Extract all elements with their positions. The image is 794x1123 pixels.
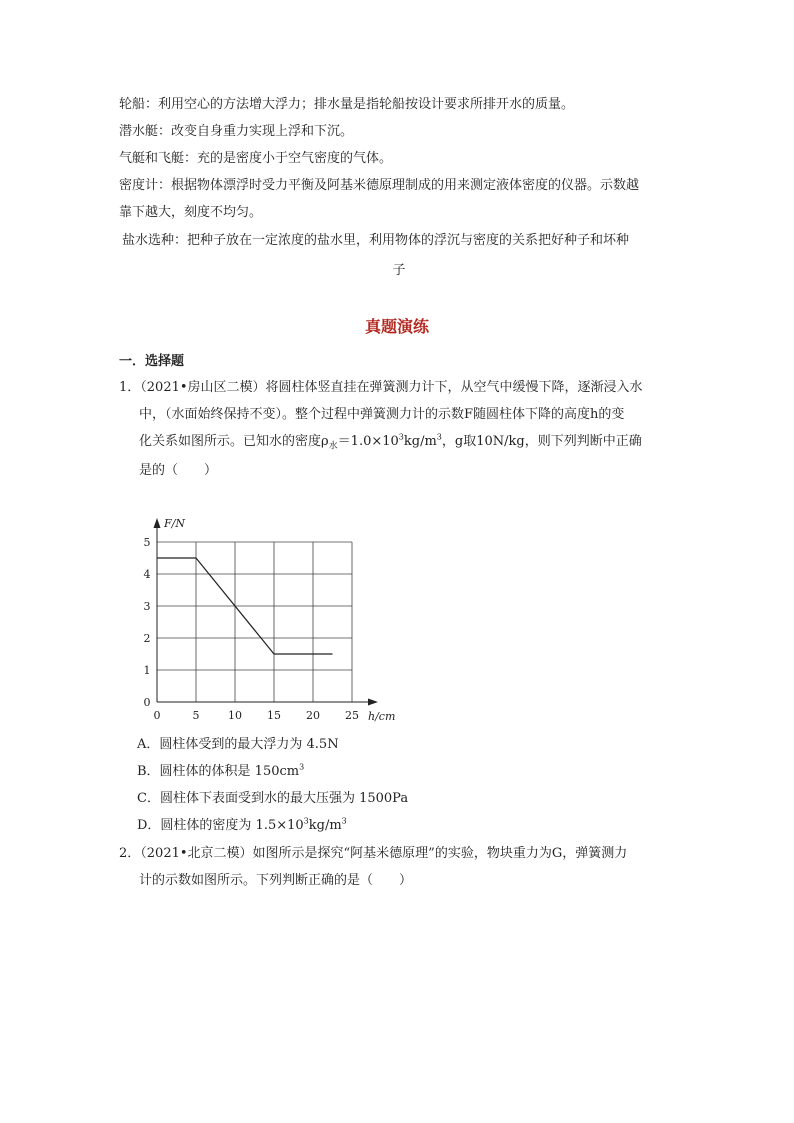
x-tick-label: 20 [306, 709, 320, 722]
intro-line-3: 气艇和飞艇：充的是密度小于空气密度的气体。 [119, 151, 393, 166]
q1-option-b-sup: 3 [299, 762, 305, 772]
q1-line-4: 是的（ ） [139, 463, 218, 478]
intro-line-1: 轮船：利用空心的方法增大浮力；排水量是指轮船按设计要求所排开水的质量。 [119, 97, 575, 112]
intro-line-4a: 密度计：根据物体漂浮时受力平衡及阿基米德原理制成的用来测定液体密度的仪器。示数越 [119, 178, 640, 193]
q1-option-b-text: B．圆柱体的体积是 150cm [137, 764, 300, 779]
intro-line-5a: 盐水选种：把种子放在一定浓度的盐水里，利用物体的浮沉与密度的关系把好种子和坏种 [122, 233, 630, 248]
q1-line-3a: 化关系如图所示。已知水的密度ρ [139, 434, 329, 449]
q1-option-d [137, 817, 347, 835]
x-axis-label: h/cm [368, 710, 396, 723]
q2-line-2: 计的示数如图所示。下列判断正确的是（ ） [139, 873, 413, 888]
x-tick-label: 15 [267, 709, 281, 722]
q1-sup-2: 3 [436, 432, 442, 442]
intro-line-5b: 子 [392, 263, 406, 278]
y-tick-label: 3 [143, 600, 151, 613]
q1-sup-1: 3 [398, 432, 404, 442]
q2-line-1: 2．（2021•北京二模）如图所示是探究“阿基米德原理”的实验，物块重力为G，弹簧测力 [119, 846, 628, 861]
q1-option-c: C．圆柱体下表面受到水的最大压强为 1500Pa [137, 791, 409, 806]
intro-line-4b: 靠下越大，刻度不均匀。 [119, 205, 263, 220]
q1-line-1: 1．（2021•房山区二模）将圆柱体竖直挂在弹簧测力计下，从空气中缓慢下降，逐渐浸入水 [119, 380, 643, 395]
x-tick-label: 0 [153, 709, 161, 722]
force-depth-chart [130, 515, 410, 730]
y-axis-label: F/N [164, 517, 185, 530]
x-axis-arrow-icon [368, 699, 378, 706]
q1-option-d-sup1: 3 [303, 816, 309, 826]
q1-option-a: A．圆柱体受到的最大浮力为 4.5N [137, 737, 339, 752]
y-tick-label: 0 [143, 696, 151, 709]
y-tick-label: 2 [143, 632, 151, 645]
q1-line-3c: kg/m [403, 434, 437, 449]
y-axis-arrow-icon [154, 518, 161, 528]
y-tick-label: 1 [143, 664, 151, 677]
question-type-heading: 一．选择题 [119, 354, 185, 369]
intro-line-2: 潜水艇：改变自身重力实现上浮和下沉。 [119, 124, 354, 139]
x-tick-label: 10 [228, 709, 242, 722]
x-tick-label: 5 [192, 709, 200, 722]
q1-line-2: 中，（水面始终保持不变）。整个过程中弹簧测力计的示数F随圆柱体下降的高度h的变 [139, 407, 625, 422]
q1-option-d-text: D．圆柱体的密度为 1.5×10 [137, 818, 304, 833]
q1-water-sub: 水 [328, 441, 338, 452]
y-tick-label: 4 [143, 568, 151, 581]
section-title: 真题演练 [364, 317, 429, 336]
x-tick-label: 25 [345, 709, 359, 722]
q1-option-d-unit: kg/m [308, 818, 342, 833]
q1-option-b [137, 763, 304, 781]
q1-line-3b: ＝1.0×10 [337, 434, 399, 449]
q1-line-3 [139, 433, 642, 456]
y-tick-label: 5 [143, 536, 151, 549]
q1-option-d-sup2: 3 [341, 816, 347, 826]
q1-line-3d: ，g取10N/kg，则下列判断中正确 [441, 434, 642, 449]
